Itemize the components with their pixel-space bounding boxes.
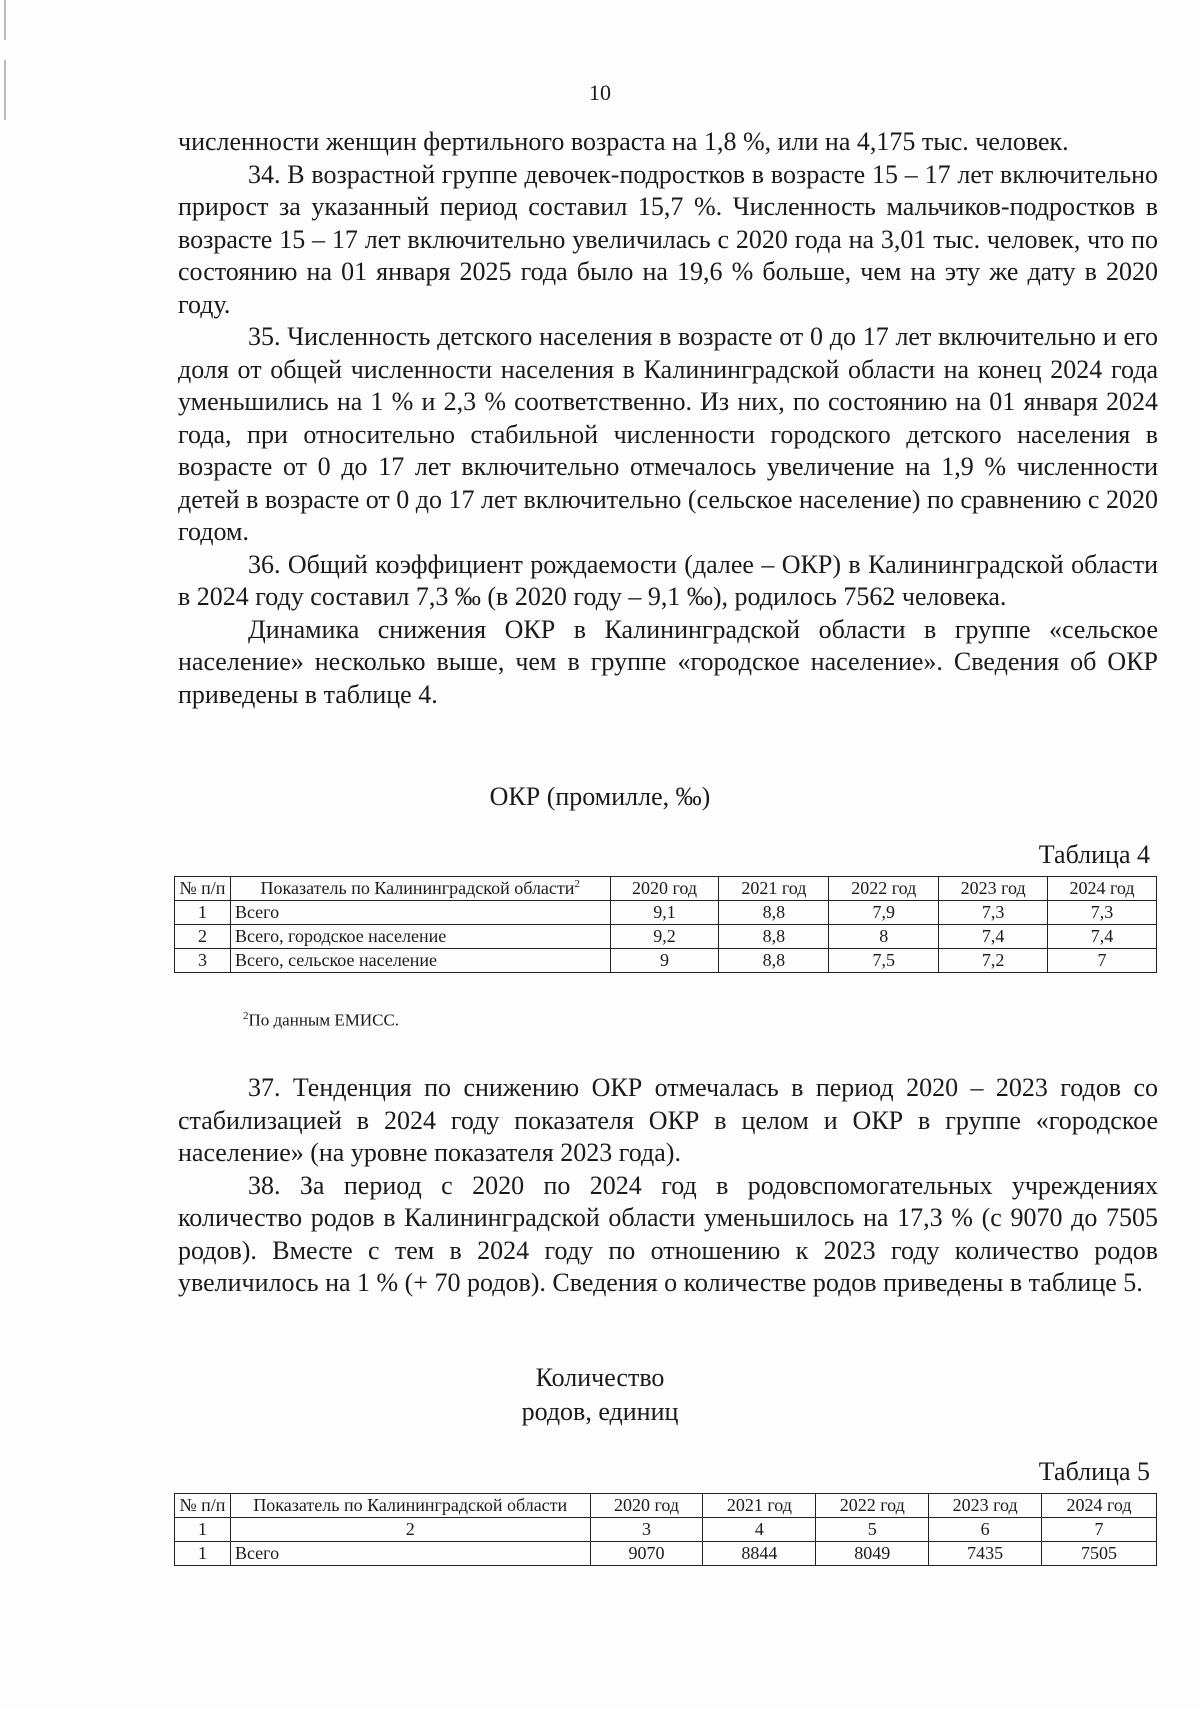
header-indicator-text: Показатель по Калининградской области (260, 878, 575, 898)
index-cell: 7 (1042, 1518, 1157, 1542)
cell-value: 9 (610, 949, 719, 973)
table-row (175, 1542, 1157, 1566)
table4-footnote (243, 1010, 399, 1031)
index-cell: 5 (816, 1518, 929, 1542)
paragraph-38: 38. За период с 2020 по 2024 год в родовспомогательных учреждениях количество родов в Калининградской области уменьшилось на 17,3 % (с 9070 до 7505 родов). Вместе с тем в 2024 году по отношению к 2023 году количество родов увеличилось на 1 % (+ 70 родов). Сведения о количестве родов приведены в таблице 5. (178, 1170, 1158, 1297)
page-number: 10 (589, 80, 611, 105)
header-year: 2023 год (939, 877, 1048, 901)
header-num: № п/п (175, 1494, 231, 1518)
paragraph-continuation: численности женщин фертильного возраста на 1,8 %, или на 4,175 тыс. человек. (178, 127, 1069, 156)
row-name: Всего (230, 1542, 590, 1566)
table5 (174, 1493, 1157, 1566)
index-cell: 3 (590, 1518, 703, 1542)
table-header-row (175, 1494, 1157, 1518)
cell-value: 9,2 (610, 925, 719, 949)
cell-value: 9,1 (610, 901, 719, 925)
row-name: Всего, городское население (230, 925, 610, 949)
table5-label: Таблица 5 (1038, 1457, 1150, 1486)
cell-value: 8 (829, 925, 939, 949)
row-num: 1 (175, 901, 231, 925)
header-year: 2020 год (590, 1494, 703, 1518)
cell-value: 8844 (703, 1542, 816, 1566)
header-indicator: Показатель по Калининградской области (230, 1494, 590, 1518)
header-year: 2024 год (1048, 877, 1157, 901)
table-row (175, 949, 1157, 973)
body-text-middle (178, 1072, 1158, 1300)
table-index-row (175, 1518, 1157, 1542)
cell-value: 9070 (590, 1542, 703, 1566)
paragraph-34: 34. В возрастной группе девочек-подростков в возрасте 15 – 17 лет включительно прирост за указанный период составил 15,7 %. Численность мальчиков-подростков в возрасте 15 – 17 лет включительно увеличилась с 2020 года на 3,01 тыс. человек, что по состоянию на 01 января 2025 года было на 19,6 % больше, чем на эту же дату в 2020 году. (178, 159, 1158, 319)
cell-value: 7435 (929, 1542, 1042, 1566)
header-num: № п/п (175, 877, 231, 901)
table-header-row (175, 877, 1157, 901)
cell-value: 7,3 (939, 901, 1048, 925)
scan-edge-mark (4, 0, 6, 40)
paragraph-36: 36. Общий коэффициент рождаемости (далее – ОКР) в Калининградской области в 2024 году составил 7,3 ‰ (в 2020 году – 9,1 ‰), родилось 7562 человека. (178, 549, 1158, 611)
cell-value: 7,4 (939, 925, 1048, 949)
cell-value: 7,3 (1048, 901, 1157, 925)
table-row (175, 901, 1157, 925)
table5-caption-line2: родов, единиц (521, 1397, 679, 1426)
footnote-text: По данным ЕМИСС. (248, 1010, 400, 1030)
cell-value: 8,8 (719, 949, 829, 973)
header-year: 2022 год (816, 1494, 929, 1518)
cell-value: 7505 (1042, 1542, 1157, 1566)
row-name: Всего (230, 901, 610, 925)
header-year: 2023 год (929, 1494, 1042, 1518)
row-num: 1 (175, 1542, 231, 1566)
table4-caption: ОКР (промилле, ‰) (489, 782, 711, 811)
cell-value: 8049 (816, 1542, 929, 1566)
header-year: 2021 год (703, 1494, 816, 1518)
footnote-marker: 2 (574, 878, 580, 890)
index-cell: 4 (703, 1518, 816, 1542)
table4 (174, 876, 1157, 973)
header-year: 2020 год (610, 877, 719, 901)
table-row (175, 925, 1157, 949)
paragraph-37: 37. Тенденция по снижению ОКР отмечалась в период 2020 – 2023 годов со стабилизацией в 2024 году показателя ОКР в целом и ОКР в группе «городское население» (на уровне показателя 2023 года). (178, 1073, 1158, 1167)
table4-label: Таблица 4 (1038, 840, 1150, 869)
cell-value: 8,8 (719, 901, 829, 925)
index-cell: 1 (175, 1518, 231, 1542)
index-cell: 6 (929, 1518, 1042, 1542)
paragraph-35: 35. Численность детского населения в возрасте от 0 до 17 лет включительно и его доля от общей численности населения в Калининградской области на конец 2024 года уменьшились на 1 % и 2,3 % соответственно. Из них, по состоянию на 01 января 2024 года, при относительно стабильной численности городского детского населения в возрасте от 0 до 17 лет включительно отмечалось увеличение на 1,9 % численности детей в возрасте от 0 до 17 лет включительно (сельское население) по сравнению с 2020 годом. (178, 322, 1158, 546)
row-num: 3 (175, 949, 231, 973)
cell-value: 7 (1048, 949, 1157, 973)
table5-caption-line1: Количество (535, 1363, 665, 1392)
body-text-top (178, 126, 1158, 711)
row-num: 2 (175, 925, 231, 949)
header-indicator (230, 877, 610, 901)
cell-value: 7,2 (939, 949, 1048, 973)
cell-value: 7,5 (829, 949, 939, 973)
paragraph-okr-dynamics: Динамика снижения ОКР в Калининградской области в группе «сельское население» несколько выше, чем в группе «городское население». Сведения об ОКР приведены в таблице 4. (178, 614, 1158, 709)
header-year: 2022 год (829, 877, 939, 901)
cell-value: 8,8 (719, 925, 829, 949)
header-year: 2024 год (1042, 1494, 1157, 1518)
cell-value: 7,4 (1048, 925, 1157, 949)
footnote-marker: 2 (243, 1010, 249, 1022)
header-year: 2021 год (719, 877, 829, 901)
index-cell: 2 (230, 1518, 590, 1542)
cell-value: 7,9 (829, 901, 939, 925)
row-name: Всего, сельское население (230, 949, 610, 973)
table5-caption (0, 1361, 1200, 1429)
